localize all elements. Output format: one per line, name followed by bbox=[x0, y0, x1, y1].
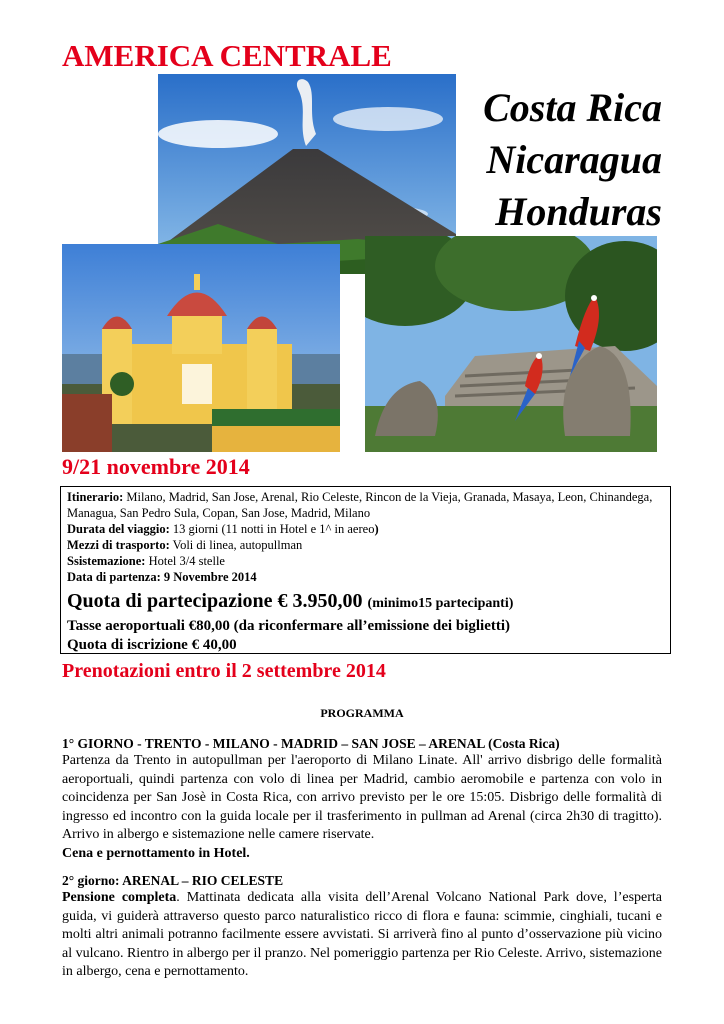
airport-taxes: Tasse aeroportuali €80,00 (da riconfermare all’emissione dei biglietti) bbox=[67, 618, 511, 634]
departure-line bbox=[67, 569, 664, 585]
cathedral-photo bbox=[62, 244, 340, 452]
itinerary-value: Milano, Madrid, San Jose, Arenal, Rio Celeste, Rincon de la Vieja, Granada, Masaya, Leon, Chinandega, Managua, San Pedro Sula, Copan, San Jose, Madrid, Milano bbox=[67, 490, 653, 520]
day1-title: 1° GIORNO - TRENTO - MILANO - MADRID – SAN JOSE – ARENAL (Costa Rica) bbox=[62, 736, 560, 751]
transport-label: Mezzi di trasporto: bbox=[67, 538, 170, 552]
duration-line bbox=[67, 521, 664, 537]
page-title: AMERICA CENTRALE bbox=[62, 38, 392, 73]
trip-info-box bbox=[60, 486, 671, 654]
duration-value: 13 giorni (11 notti in Hotel e 1^ in aereo bbox=[172, 522, 375, 536]
duration-label: Durata del viaggio: bbox=[67, 522, 170, 536]
departure-value: Data di partenza: 9 Novembre 2014 bbox=[67, 570, 257, 584]
ruins-macaw-photo bbox=[365, 236, 657, 452]
booking-deadline: Prenotazioni entro il 2 settembre 2014 bbox=[62, 660, 386, 682]
price-value: Quota di partecipazione € 3.950,00 bbox=[67, 590, 363, 612]
duration-close: ) bbox=[374, 522, 379, 536]
day1-text: Partenza da Trento in autopullman per l'aeroporto di Milano Linate. All' arrivo disbrigo delle formalità aeroportuali, quindi partenza con volo di linea per Madrid, cambio aeromobile e partenza con volo in coincidenza per San Josè in Costa Rica, con arrivo previsto per le ore 15:05. Disbrigo delle formalità di ingresso ed incontro con la guida locale per il trasferimento in pullman ad Arenal (circa 2h30 di tragitto). Arrivo in albergo e sistemazione nelle camere riservate. bbox=[62, 753, 662, 842]
day2-title: 2° giorno: ARENAL – RIO CELESTE bbox=[62, 873, 284, 888]
day2-description bbox=[62, 889, 662, 982]
itinerary-label: Itinerario: bbox=[67, 490, 124, 504]
day2-lead: Pensione completa bbox=[62, 890, 177, 905]
program-heading: PROGRAMMA bbox=[320, 706, 404, 720]
price-line bbox=[67, 588, 664, 617]
trip-dates: 9/21 novembre 2014 bbox=[62, 454, 250, 479]
day1-closing: Cena e pernottamento in Hotel. bbox=[62, 845, 250, 861]
lodging-value: Hotel 3/4 stelle bbox=[148, 554, 225, 568]
country-costa-rica: Costa Rica bbox=[483, 85, 662, 130]
day2-text: . Mattinata dedicata alla visita dell’Arenal Volcano National Park dove, l’esperta guida, vi guiderà attraverso questo parco naturalistico ricco di flora e fauna: scimmie, cinghiali, tucani e molti altri animali potranno facilmente essere avvistati. Si arriverà fino al punto d’osservazione più vicino al vulcano. Rientro in albergo per il pranzo. Nel pomeriggio partenza per Rio Celeste. Arrivo, sistemazione in albergo, cena e pernottamento. bbox=[62, 890, 662, 979]
country-nicaragua: Nicaragua bbox=[486, 137, 662, 182]
lodging-line bbox=[67, 553, 664, 569]
registration-fee: Quota di iscrizione € 40,00 bbox=[67, 637, 237, 653]
transport-value: Voli di linea, autopullman bbox=[172, 538, 303, 552]
day1-description bbox=[62, 752, 662, 863]
lodging-label: Ssistemazione: bbox=[67, 554, 146, 568]
price-minimum: (minimo15 partecipanti) bbox=[367, 596, 514, 611]
country-honduras: Honduras bbox=[495, 189, 662, 234]
itinerary-line bbox=[67, 489, 664, 521]
transport-line bbox=[67, 537, 664, 553]
